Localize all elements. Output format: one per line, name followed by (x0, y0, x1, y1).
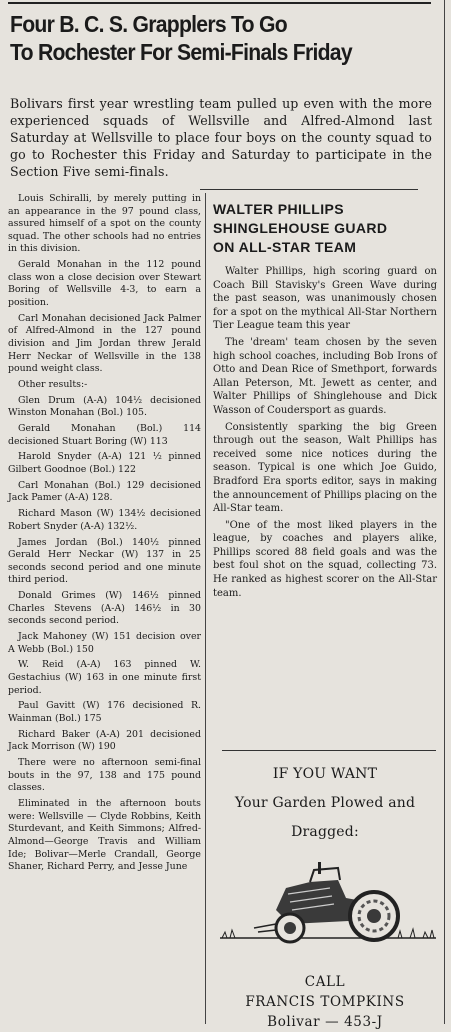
paragraph: "One of the most liked players in the league, by coaches and players alike, Phillips scored 88 field goals and was the best foul shot on the squad, collecting 73. He ranked as highest scorer on the All-Star team. (213, 519, 437, 599)
result-line: W. Reid (A-A) 163 pinned W. Gestachius (W) 163 in one minute first period. (8, 659, 201, 696)
advertisement-rule (222, 750, 436, 751)
deck-paragraph: Bolivars first year wrestling team pulled up even with the more experienced squads of Wellsville and Alfred-Almond last Saturday at Wellsville to place four boys on the county squad to go to Rochester this Friday and Saturday to participate in the Section Five semi-finals. (10, 96, 432, 179)
advertisement (213, 760, 437, 847)
ad-name: FRANCIS TOMPKINS (245, 994, 405, 1010)
right-column-article (213, 200, 437, 603)
result-line: Jack Mahoney (W) 151 decision over A Webb (Bol.) 150 (8, 631, 201, 655)
left-column-article (8, 193, 201, 877)
column-divider (205, 193, 206, 1024)
subhead-line: WALTER PHILLIPS (213, 201, 344, 217)
headline-line-1: Four B. C. S. Grapplers To Go (10, 11, 287, 37)
paragraph: Gerald Monahan in the 112 pound class won a close decision over Stewart Boring of Wellsville 4-3, to earn a position. (8, 259, 201, 308)
result-line: Paul Gavitt (W) 176 decisioned R. Wainman (Bol.) 175 (8, 700, 201, 724)
paragraph: Other results:- (18, 378, 88, 390)
ad-line-2: Your Garden Plowed and (234, 795, 416, 811)
paragraph: Consistently sparking the big Green through out the season, Walt Phillips has received some nice notices during the season. Typical is one which Joe Guido, Bradford Era sports editor, says in making the announcement of Phillips placing on the All-Star team. (213, 421, 437, 515)
ad-contact (213, 972, 437, 1032)
top-rule (8, 2, 431, 4)
result-line: Carl Monahan (Bol.) 129 decisioned Jack Pamer (A-A) 128. (8, 479, 201, 504)
ad-line-1: IF YOU WANT (272, 766, 378, 782)
headline-line-2: To Rochester For Semi-Finals Friday (10, 39, 352, 65)
result-line: Harold Snyder (A-A) 121 ½ pinned Gilbert Goodnoe (Bol.) 122 (8, 451, 201, 475)
paragraph: Eliminated in the afternoon bouts were: Wellsville — Clyde Robbins, Keith Sturdevant, and Keith Simmons; Alfred-Almond—George Travis and William Ide; Bolivar—Merle Crandall, George Shaner, Richard Perry, and Jesse June (8, 798, 201, 873)
deck-rule (200, 189, 418, 190)
paragraph: The 'dream' team chosen by the seven high school coaches, including Bob Irons of Otto and Dean Rice of Smethport, forwards Allan Peterson, Mt. Jewett as center, and Walter Phillips of Shinglehouse and Dick Wasson of Coudersport as guards. (213, 336, 437, 416)
ad-phone: Bolivar — 453-J (267, 1014, 383, 1030)
ad-line-3: Dragged: (291, 824, 359, 840)
ad-call: CALL (304, 974, 346, 990)
result-line: Richard Baker (A-A) 201 decisioned Jack Morrison (W) 190 (8, 728, 201, 753)
right-edge-rule (444, 0, 445, 1024)
result-line: Richard Mason (W) 134½ decisioned Robert Snyder (A-A) 132½. (8, 508, 201, 532)
paragraph: There were no afternoon semi-final bouts in the 97, 138 and 175 pound classes. (8, 757, 201, 794)
result-line: Donald Grimes (W) 146½ pinned Charles Stevens (A-A) 146½ in 30 seconds second period. (8, 590, 201, 627)
article-subhead (213, 200, 437, 257)
result-line: Glen Drum (A-A) 104½ decisioned Winston Monahan (Bol.) 105. (8, 394, 201, 419)
paragraph: Louis Schiralli, by merely putting in an appearance in the 97 pound class, assured himself of a spot on the county squad. The other schools had no entries in this division. (8, 193, 201, 255)
tractor-illustration (218, 858, 438, 953)
paragraph: Carl Monahan decisioned Jack Palmer of Alfred-Almond in the 127 pound division and Jim Jordan threw Jerald Herr Neckar of Wellsville in the 138 pound weight class. (8, 312, 201, 375)
headline (10, 10, 396, 66)
subhead-line: ON ALL-STAR TEAM (213, 239, 357, 255)
result-line: Gerald Monahan (Bol.) 114 decisioned Stuart Boring (W) 113 (8, 423, 201, 447)
result-line: James Jordan (Bol.) 140½ pinned Gerald Herr Neckar (W) 137 in 25 seconds second period and one minute third period. (8, 536, 201, 586)
subhead-line: SHINGLEHOUSE GUARD (213, 220, 388, 236)
paragraph: Walter Phillips, high scoring guard on Coach Bill Stavisky's Green Wave during the past season, was unanimously chosen for a spot on the mythical All-Star Northern Tier League team this year (213, 266, 437, 332)
